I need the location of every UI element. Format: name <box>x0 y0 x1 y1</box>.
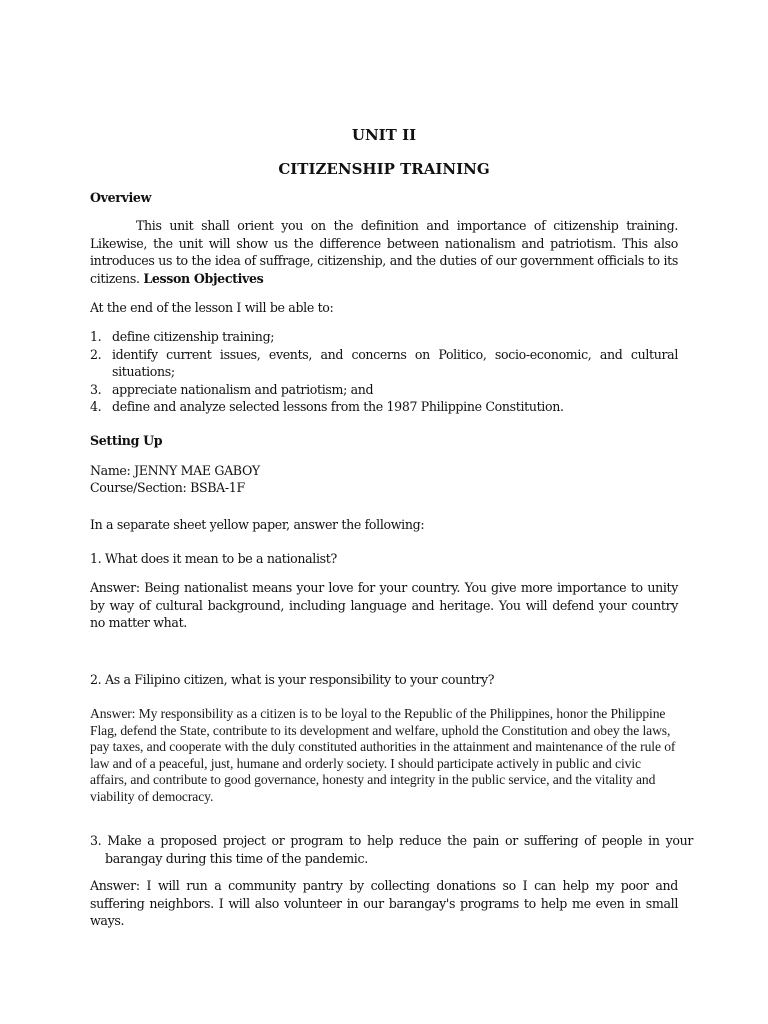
list-item: 4. define and analyze selected lessons from the 1987 Philippine Constitution. <box>90 399 564 415</box>
answer-3: Answer: I will run a community pantry by collecting donations so I can help my poor and suffering neighbors. I will also volunteer in our barangay's programs to help me even in small ways. <box>90 878 678 929</box>
overview-body: This unit shall orient you on the definition and importance of citizenship training. Likewise, the unit will show us the difference between nationalism and patriotism. This also introduces us to the idea of suffrage, citizenship, and the duties of our government officials to its citizens. <box>90 218 678 286</box>
question-2: 2. As a Filipino citizen, what is your responsibility to your country? <box>90 672 495 687</box>
question-1: 1. What does it mean to be a nationalist? <box>90 551 337 566</box>
page-title: CITIZENSHIP TRAINING <box>278 160 490 178</box>
answer-1: Answer: Being nationalist means your love for your country. You give more importance to unity by way of cultural background, including language and heritage. You will defend your country no matter what. <box>90 580 678 631</box>
question-3: 3. Make a proposed project or program to help reduce the pain or suffering of people in your barangay during this time of the pandemic. <box>90 833 693 866</box>
instruction-text: In a separate sheet yellow paper, answer the following: <box>90 517 425 532</box>
list-item: 2. identify current issues, events, and concerns on Politico, socio-economic, and cultural situations; <box>90 346 678 380</box>
overview-paragraph <box>90 217 678 287</box>
answer-2: Answer: My responsibility as a citizen is to be loyal to the Republic of the Philippines, honor the Philippine Flag, defend the State, contribute to its development and welfare, uphold the Constitution and obey the laws, pay taxes, and cooperate with the duly constituted authorities in the attainment and maintenance of the rule of law and of a peaceful, just, humane and orderly society. I should participate actively in public and civic affairs, and contribute to good governance, honesty and integrity in the public service, and the vitality and viability of democracy. <box>90 706 676 804</box>
unit-heading: UNIT II <box>351 126 417 144</box>
overview-heading: Overview <box>90 190 152 205</box>
list-item: 1. define citizenship training; <box>90 329 275 344</box>
objectives-list <box>90 328 678 416</box>
setting-up-heading: Setting Up <box>90 433 163 448</box>
document-page <box>90 0 693 1024</box>
list-item: 3. appreciate nationalism and patriotism; and <box>90 381 374 397</box>
course-section: Course/Section: BSBA-1F <box>90 480 245 495</box>
objectives-intro: At the end of the lesson I will be able to: <box>90 300 334 315</box>
objectives-heading: Lesson Objectives <box>143 270 264 286</box>
student-name: Name: JENNY MAE GABOY <box>90 463 260 478</box>
